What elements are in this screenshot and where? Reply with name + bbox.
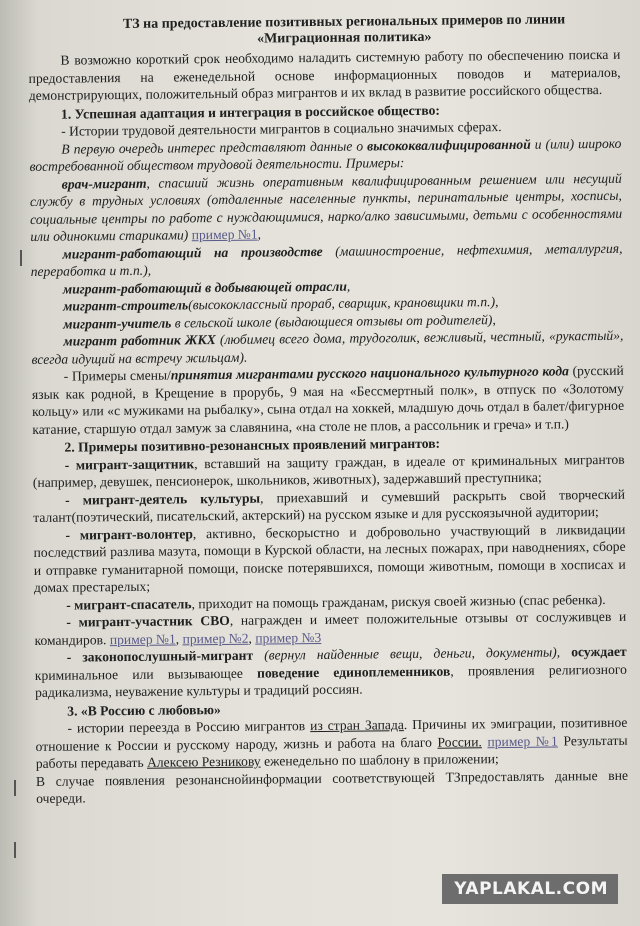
title-line-1: ТЗ на предоставление позитивных региональных примеров по линии — [122, 12, 566, 33]
item-volunteer — [33, 520, 626, 596]
example-label: мигрант-работающий в добывающей отрасли — [62, 278, 347, 297]
example-text: (любимец всего дома, трудоголик, вежливый, честный, «рукастый», всегда идущий на встречу жильцам). — [31, 327, 624, 367]
underlined-text: из стран Запада — [310, 717, 404, 734]
underlined-text: России. — [437, 733, 482, 750]
section-3-heading: 3. «В Россию с любовью» — [67, 701, 221, 719]
example-text: в сельской школе (выдающиеся отзывы от родителей), — [171, 311, 496, 331]
example-label: мигрант-строитель — [62, 297, 189, 314]
text-run: - Примеры смены/ — [63, 367, 171, 384]
text-run: и (или) широко востребованной обществом трудовой деятельности. Примеры: — [29, 135, 622, 174]
example-label: мигрант-работающий на производстве — [62, 243, 323, 262]
site-watermark: YAPLAKAL.COM — [442, 874, 618, 904]
text-run-bold: высококвалифицированной — [367, 136, 531, 153]
example-link[interactable]: пример №1 — [487, 732, 558, 749]
example-text: (машиностроение, нефтехимия, металлургия, переработка и т.п.), — [30, 240, 623, 279]
item-label: - мигрант-деятель культуры — [64, 490, 261, 508]
margin-mark — [20, 250, 22, 266]
item-text: криминальное или вызывающее — [34, 665, 258, 683]
example-doctor — [30, 169, 623, 245]
text-run-bold: поведение единоплеменников — [257, 663, 451, 681]
title-line-2: «Миграционная политика» — [256, 29, 432, 47]
item-label: - мигрант-спасатель — [66, 595, 192, 613]
item-label: - законопослушный-мигрант — [66, 647, 254, 665]
item-text: , активно, бескорыстно и добровольно участвующий в ликвидации последствий разлива мазута, помощи в Курской области, на лесных пожарах, при наводнениях, сборе и отправке гуманитарной помощи, поиске потерявшихся, помощи животным, помощи в хосписах и домах престарелых; — [33, 521, 626, 595]
example-link[interactable]: пример №3 — [255, 629, 322, 646]
text-run: (русский язык как родной, в Крещение в прорубь, 9 мая на «Бессмертный полк», в отпуск по «Золотому кольцу» или «с мужиками на рыбалку», сына отдал на хоккей, младшую дочь отдал в балет/фигурное катание, старшую отдал замуж за славянина, «на столе не плов, а рассольник и греча» и т.п.) — [31, 362, 625, 437]
example-label: врач-мигрант — [61, 175, 147, 192]
section-3-paragraph — [35, 714, 628, 773]
item-law-abiding — [35, 643, 628, 702]
example-label: мигрант-учитель — [63, 315, 172, 332]
section-1-heading: 1. Успешная адаптация и интеграция в российское общество: — [60, 102, 440, 122]
contact-name: Алексею Резникову — [146, 753, 261, 770]
item-label: - мигрант-волонтер — [65, 525, 193, 543]
item-label: - мигрант-участник СВО — [66, 612, 230, 630]
example-text: , спасший жизнь оперативным квалифицированным решением или несущий службу в трудных условиях (отдаленные населенные пункты, перинатальные центры, хосписы, социальные центры по работе с нуждающимися, нарко/алко зависимыми, детьми с особенностями или одинокими стариками) — [29, 170, 623, 244]
item-text: , награжден и имеет положительные отзывы от сослуживцев и командиров. — [34, 608, 627, 648]
text-run: еженедельно по шаблону в приложении; — [260, 751, 499, 769]
item-svo-participant: - мигрант-участник СВО, награжден и имеет положительные отзывы от сослуживцев и командиров. пример №1, пример №2, пример №3 — [34, 608, 627, 648]
item-label: - мигрант-защитник — [64, 455, 195, 473]
item-text: , приехавший и сумевший раскрыть свой творческий талант(поэтический, писательский, актерский) на русском языке и для русскоязычной аудитории; — [33, 486, 626, 525]
text-run: В первую очередь интерес представляют данные о — [61, 137, 368, 157]
document-title — [68, 12, 620, 50]
example-text: , — [346, 278, 351, 294]
text-run: . Причины их эмиграции, позитивное отношение к России и русскому народу, жизнь и работа на благо — [35, 714, 628, 754]
culture-code-paragraph — [32, 362, 625, 438]
item-text: , проявления религиозного радикализма, неуважение культуры и традиций россиян. — [34, 661, 627, 700]
example-label: мигрант работник ЖКХ — [63, 332, 216, 349]
item-text: , вставший на защиту граждан, в идеале от криминальных мигрантов (например, девушек, пенсионерок, школьников, животных), задержавший преступника; — [32, 451, 625, 490]
text-run: , — [257, 226, 262, 242]
text-run: Результаты работы передавать — [35, 732, 628, 771]
final-paragraph: В случае появления резонанснойинформации соответствующей ТЗпредоставлять данные вне очереди. — [35, 767, 629, 806]
item-defender — [33, 450, 625, 491]
text-run-bold-italic: принятия мигрантами русского национального культурного кода — [170, 363, 569, 383]
text-run-bold: осуждает — [571, 643, 627, 660]
document-page — [28, 12, 629, 898]
intro-paragraph: В возможно короткий срок необходимо наладить системную работу по обеспечению поиска и предоставления на еженедельной основе информационных поводов и материалов, демонстрирующих, положительный образ мигрантов и их вклад в развитие российского общества. — [28, 46, 621, 103]
item-text: , приходит на помощь гражданам, рискуя своей жизнью (спас ребенка). — [191, 591, 606, 611]
section-1-item: - Истории трудовой деятельности мигрантов в социально значимых сферах. — [61, 119, 502, 139]
section-2-heading: 2. Примеры позитивно-резонансных проявлений мигрантов: — [64, 435, 441, 455]
item-culture-figure — [33, 485, 625, 526]
margin-mark — [14, 780, 16, 796]
item-text: (вернул найденные вещи, деньги, документы), — [253, 644, 572, 663]
example-link[interactable]: пример №1 — [191, 226, 258, 243]
example-text: (высококлассный прораб, сварщик, крановщики т.п.), — [188, 294, 499, 313]
text-run: - истории переезда в Россию мигрантов — [67, 718, 311, 736]
example-link[interactable]: пример №2 — [182, 630, 249, 646]
margin-mark — [14, 842, 16, 858]
example-link[interactable]: пример №1 — [109, 630, 176, 647]
